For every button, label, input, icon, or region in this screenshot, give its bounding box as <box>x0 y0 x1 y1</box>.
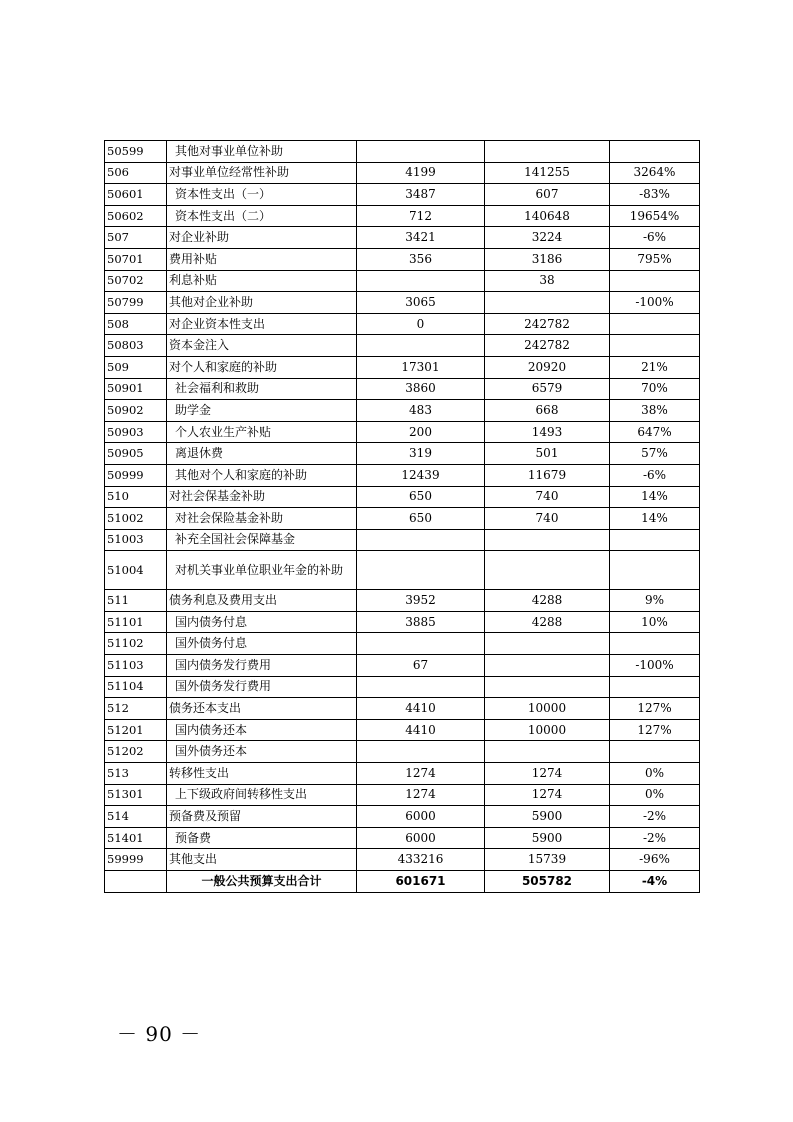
table-row <box>105 464 700 486</box>
change-percent-cell <box>610 529 700 551</box>
account-name-cell: 一般公共预算支出合计 <box>167 871 357 893</box>
account-name-cell: 上下级政府间转移性支出 <box>167 784 357 806</box>
value-cell-1: 3860 <box>357 378 485 400</box>
change-percent-cell <box>610 676 700 698</box>
account-code-cell: 50599 <box>105 141 167 163</box>
value-cell-2: 1493 <box>485 421 610 443</box>
change-percent-cell: -100% <box>610 292 700 314</box>
account-code-cell: 514 <box>105 806 167 828</box>
account-name-cell: 对机关事业单位职业年金的补助 <box>167 551 357 590</box>
account-name-cell: 对社会保基金补助 <box>167 486 357 508</box>
value-cell-1 <box>357 551 485 590</box>
change-percent-cell: 0% <box>610 763 700 785</box>
table-row <box>105 698 700 720</box>
value-cell-2: 15739 <box>485 849 610 871</box>
table-row <box>105 849 700 871</box>
change-percent-cell: -6% <box>610 464 700 486</box>
account-code-cell: 51002 <box>105 508 167 530</box>
account-name-cell: 补充全国社会保障基金 <box>167 529 357 551</box>
value-cell-2: 242782 <box>485 313 610 335</box>
value-cell-1 <box>357 141 485 163</box>
account-name-cell: 预备费及预留 <box>167 806 357 828</box>
value-cell-2: 4288 <box>485 590 610 612</box>
account-name-cell: 对企业补助 <box>167 227 357 249</box>
account-code-cell: 50901 <box>105 378 167 400</box>
value-cell-2: 1274 <box>485 784 610 806</box>
budget-table <box>104 140 700 893</box>
account-code-cell: 51101 <box>105 611 167 633</box>
table-row <box>105 763 700 785</box>
value-cell-2: 5900 <box>485 827 610 849</box>
account-code-cell: 50702 <box>105 270 167 292</box>
account-code-cell: 50905 <box>105 443 167 465</box>
value-cell-2: 6579 <box>485 378 610 400</box>
change-percent-cell: -4% <box>610 871 700 893</box>
account-name-cell: 国外债务还本 <box>167 741 357 763</box>
account-code-cell: 509 <box>105 356 167 378</box>
account-code-cell <box>105 871 167 893</box>
value-cell-1: 4410 <box>357 698 485 720</box>
table-row <box>105 400 700 422</box>
account-code-cell: 50999 <box>105 464 167 486</box>
value-cell-2: 3224 <box>485 227 610 249</box>
value-cell-2: 242782 <box>485 335 610 357</box>
table-row <box>105 827 700 849</box>
account-code-cell: 508 <box>105 313 167 335</box>
account-name-cell: 资本性支出（一） <box>167 184 357 206</box>
table-row <box>105 486 700 508</box>
change-percent-cell: 127% <box>610 698 700 720</box>
table-row <box>105 443 700 465</box>
table-row <box>105 806 700 828</box>
table-row <box>105 141 700 163</box>
value-cell-1: 712 <box>357 205 485 227</box>
value-cell-1 <box>357 633 485 655</box>
value-cell-1: 433216 <box>357 849 485 871</box>
table-row <box>105 205 700 227</box>
account-name-cell: 国内债务还本 <box>167 719 357 741</box>
table-row <box>105 378 700 400</box>
value-cell-1: 17301 <box>357 356 485 378</box>
change-percent-cell: 14% <box>610 508 700 530</box>
table-row <box>105 611 700 633</box>
account-name-cell: 费用补贴 <box>167 248 357 270</box>
account-name-cell: 资本金注入 <box>167 335 357 357</box>
value-cell-2 <box>485 741 610 763</box>
value-cell-1: 601671 <box>357 871 485 893</box>
account-code-cell: 50803 <box>105 335 167 357</box>
value-cell-1: 319 <box>357 443 485 465</box>
account-code-cell: 51104 <box>105 676 167 698</box>
account-code-cell: 59999 <box>105 849 167 871</box>
account-name-cell: 国外债务付息 <box>167 633 357 655</box>
table-row <box>105 356 700 378</box>
change-percent-cell: 14% <box>610 486 700 508</box>
value-cell-1: 0 <box>357 313 485 335</box>
table-row <box>105 508 700 530</box>
value-cell-2: 3186 <box>485 248 610 270</box>
value-cell-1: 6000 <box>357 806 485 828</box>
value-cell-1: 4199 <box>357 162 485 184</box>
value-cell-2: 740 <box>485 508 610 530</box>
value-cell-1: 650 <box>357 486 485 508</box>
change-percent-cell: 19654% <box>610 205 700 227</box>
account-code-cell: 50902 <box>105 400 167 422</box>
table-body <box>105 141 700 893</box>
account-name-cell: 其他对事业单位补助 <box>167 141 357 163</box>
table-row <box>105 719 700 741</box>
change-percent-cell: 3264% <box>610 162 700 184</box>
account-name-cell: 对社会保险基金补助 <box>167 508 357 530</box>
change-percent-cell <box>610 141 700 163</box>
account-code-cell: 51103 <box>105 655 167 677</box>
account-code-cell: 50701 <box>105 248 167 270</box>
table-row <box>105 529 700 551</box>
table-row <box>105 162 700 184</box>
value-cell-2: 141255 <box>485 162 610 184</box>
value-cell-2: 10000 <box>485 698 610 720</box>
table-row <box>105 741 700 763</box>
value-cell-1: 12439 <box>357 464 485 486</box>
account-code-cell: 51202 <box>105 741 167 763</box>
change-percent-cell: 38% <box>610 400 700 422</box>
value-cell-1: 650 <box>357 508 485 530</box>
account-name-cell: 债务利息及费用支出 <box>167 590 357 612</box>
value-cell-2 <box>485 633 610 655</box>
value-cell-2: 1274 <box>485 763 610 785</box>
change-percent-cell: -2% <box>610 827 700 849</box>
account-name-cell: 转移性支出 <box>167 763 357 785</box>
value-cell-2 <box>485 655 610 677</box>
account-code-cell: 50903 <box>105 421 167 443</box>
account-code-cell: 506 <box>105 162 167 184</box>
value-cell-1: 200 <box>357 421 485 443</box>
value-cell-2: 668 <box>485 400 610 422</box>
table-row <box>105 227 700 249</box>
account-code-cell: 51102 <box>105 633 167 655</box>
change-percent-cell: 795% <box>610 248 700 270</box>
change-percent-cell: 70% <box>610 378 700 400</box>
change-percent-cell: 57% <box>610 443 700 465</box>
value-cell-1 <box>357 741 485 763</box>
account-code-cell: 51401 <box>105 827 167 849</box>
value-cell-1: 3065 <box>357 292 485 314</box>
table-row <box>105 784 700 806</box>
value-cell-2: 505782 <box>485 871 610 893</box>
account-code-cell: 511 <box>105 590 167 612</box>
change-percent-cell: -6% <box>610 227 700 249</box>
value-cell-1: 3952 <box>357 590 485 612</box>
value-cell-2: 10000 <box>485 719 610 741</box>
account-name-cell: 国内债务发行费用 <box>167 655 357 677</box>
value-cell-2: 5900 <box>485 806 610 828</box>
table-row <box>105 248 700 270</box>
change-percent-cell: -83% <box>610 184 700 206</box>
total-row <box>105 871 700 893</box>
change-percent-cell: 21% <box>610 356 700 378</box>
change-percent-cell <box>610 741 700 763</box>
value-cell-1: 483 <box>357 400 485 422</box>
change-percent-cell: 647% <box>610 421 700 443</box>
change-percent-cell: 10% <box>610 611 700 633</box>
account-name-cell: 国外债务发行费用 <box>167 676 357 698</box>
table-row <box>105 292 700 314</box>
value-cell-2 <box>485 292 610 314</box>
value-cell-1 <box>357 676 485 698</box>
change-percent-cell <box>610 551 700 590</box>
account-name-cell: 对企业资本性支出 <box>167 313 357 335</box>
table-row <box>105 335 700 357</box>
table-row <box>105 551 700 590</box>
table-row <box>105 184 700 206</box>
value-cell-1: 4410 <box>357 719 485 741</box>
value-cell-1 <box>357 335 485 357</box>
change-percent-cell: 127% <box>610 719 700 741</box>
account-code-cell: 510 <box>105 486 167 508</box>
account-name-cell: 利息补贴 <box>167 270 357 292</box>
account-name-cell: 其他对企业补助 <box>167 292 357 314</box>
account-code-cell: 50799 <box>105 292 167 314</box>
account-code-cell: 50602 <box>105 205 167 227</box>
account-name-cell: 离退休费 <box>167 443 357 465</box>
account-name-cell: 对个人和家庭的补助 <box>167 356 357 378</box>
account-name-cell: 其他对个人和家庭的补助 <box>167 464 357 486</box>
account-name-cell: 资本性支出（二） <box>167 205 357 227</box>
value-cell-1: 1274 <box>357 784 485 806</box>
value-cell-2: 38 <box>485 270 610 292</box>
account-name-cell: 助学金 <box>167 400 357 422</box>
value-cell-1 <box>357 270 485 292</box>
account-code-cell: 51301 <box>105 784 167 806</box>
change-percent-cell: -96% <box>610 849 700 871</box>
value-cell-2 <box>485 551 610 590</box>
change-percent-cell: 0% <box>610 784 700 806</box>
table-row <box>105 676 700 698</box>
value-cell-2: 740 <box>485 486 610 508</box>
account-name-cell: 国内债务付息 <box>167 611 357 633</box>
value-cell-1: 3421 <box>357 227 485 249</box>
account-code-cell: 507 <box>105 227 167 249</box>
account-name-cell: 对事业单位经常性补助 <box>167 162 357 184</box>
table-row <box>105 270 700 292</box>
value-cell-1: 3885 <box>357 611 485 633</box>
value-cell-2: 20920 <box>485 356 610 378</box>
value-cell-2: 607 <box>485 184 610 206</box>
account-code-cell: 512 <box>105 698 167 720</box>
change-percent-cell <box>610 270 700 292</box>
account-name-cell: 预备费 <box>167 827 357 849</box>
value-cell-2: 4288 <box>485 611 610 633</box>
table-row <box>105 633 700 655</box>
account-code-cell: 513 <box>105 763 167 785</box>
table-row <box>105 590 700 612</box>
change-percent-cell <box>610 313 700 335</box>
value-cell-2: 140648 <box>485 205 610 227</box>
value-cell-1: 356 <box>357 248 485 270</box>
change-percent-cell: -2% <box>610 806 700 828</box>
value-cell-1: 1274 <box>357 763 485 785</box>
table-row <box>105 313 700 335</box>
value-cell-1 <box>357 529 485 551</box>
account-code-cell: 50601 <box>105 184 167 206</box>
value-cell-1: 67 <box>357 655 485 677</box>
value-cell-1: 3487 <box>357 184 485 206</box>
value-cell-2: 501 <box>485 443 610 465</box>
change-percent-cell: 9% <box>610 590 700 612</box>
change-percent-cell: -100% <box>610 655 700 677</box>
account-code-cell: 51003 <box>105 529 167 551</box>
table-row <box>105 655 700 677</box>
value-cell-2: 11679 <box>485 464 610 486</box>
value-cell-1: 6000 <box>357 827 485 849</box>
account-name-cell: 债务还本支出 <box>167 698 357 720</box>
account-code-cell: 51201 <box>105 719 167 741</box>
page-number: － 90 － <box>117 1022 202 1046</box>
value-cell-2 <box>485 141 610 163</box>
change-percent-cell <box>610 633 700 655</box>
value-cell-2 <box>485 676 610 698</box>
account-name-cell: 社会福利和救助 <box>167 378 357 400</box>
table-row <box>105 421 700 443</box>
account-name-cell: 个人农业生产补贴 <box>167 421 357 443</box>
value-cell-2 <box>485 529 610 551</box>
change-percent-cell <box>610 335 700 357</box>
account-code-cell: 51004 <box>105 551 167 590</box>
account-name-cell: 其他支出 <box>167 849 357 871</box>
